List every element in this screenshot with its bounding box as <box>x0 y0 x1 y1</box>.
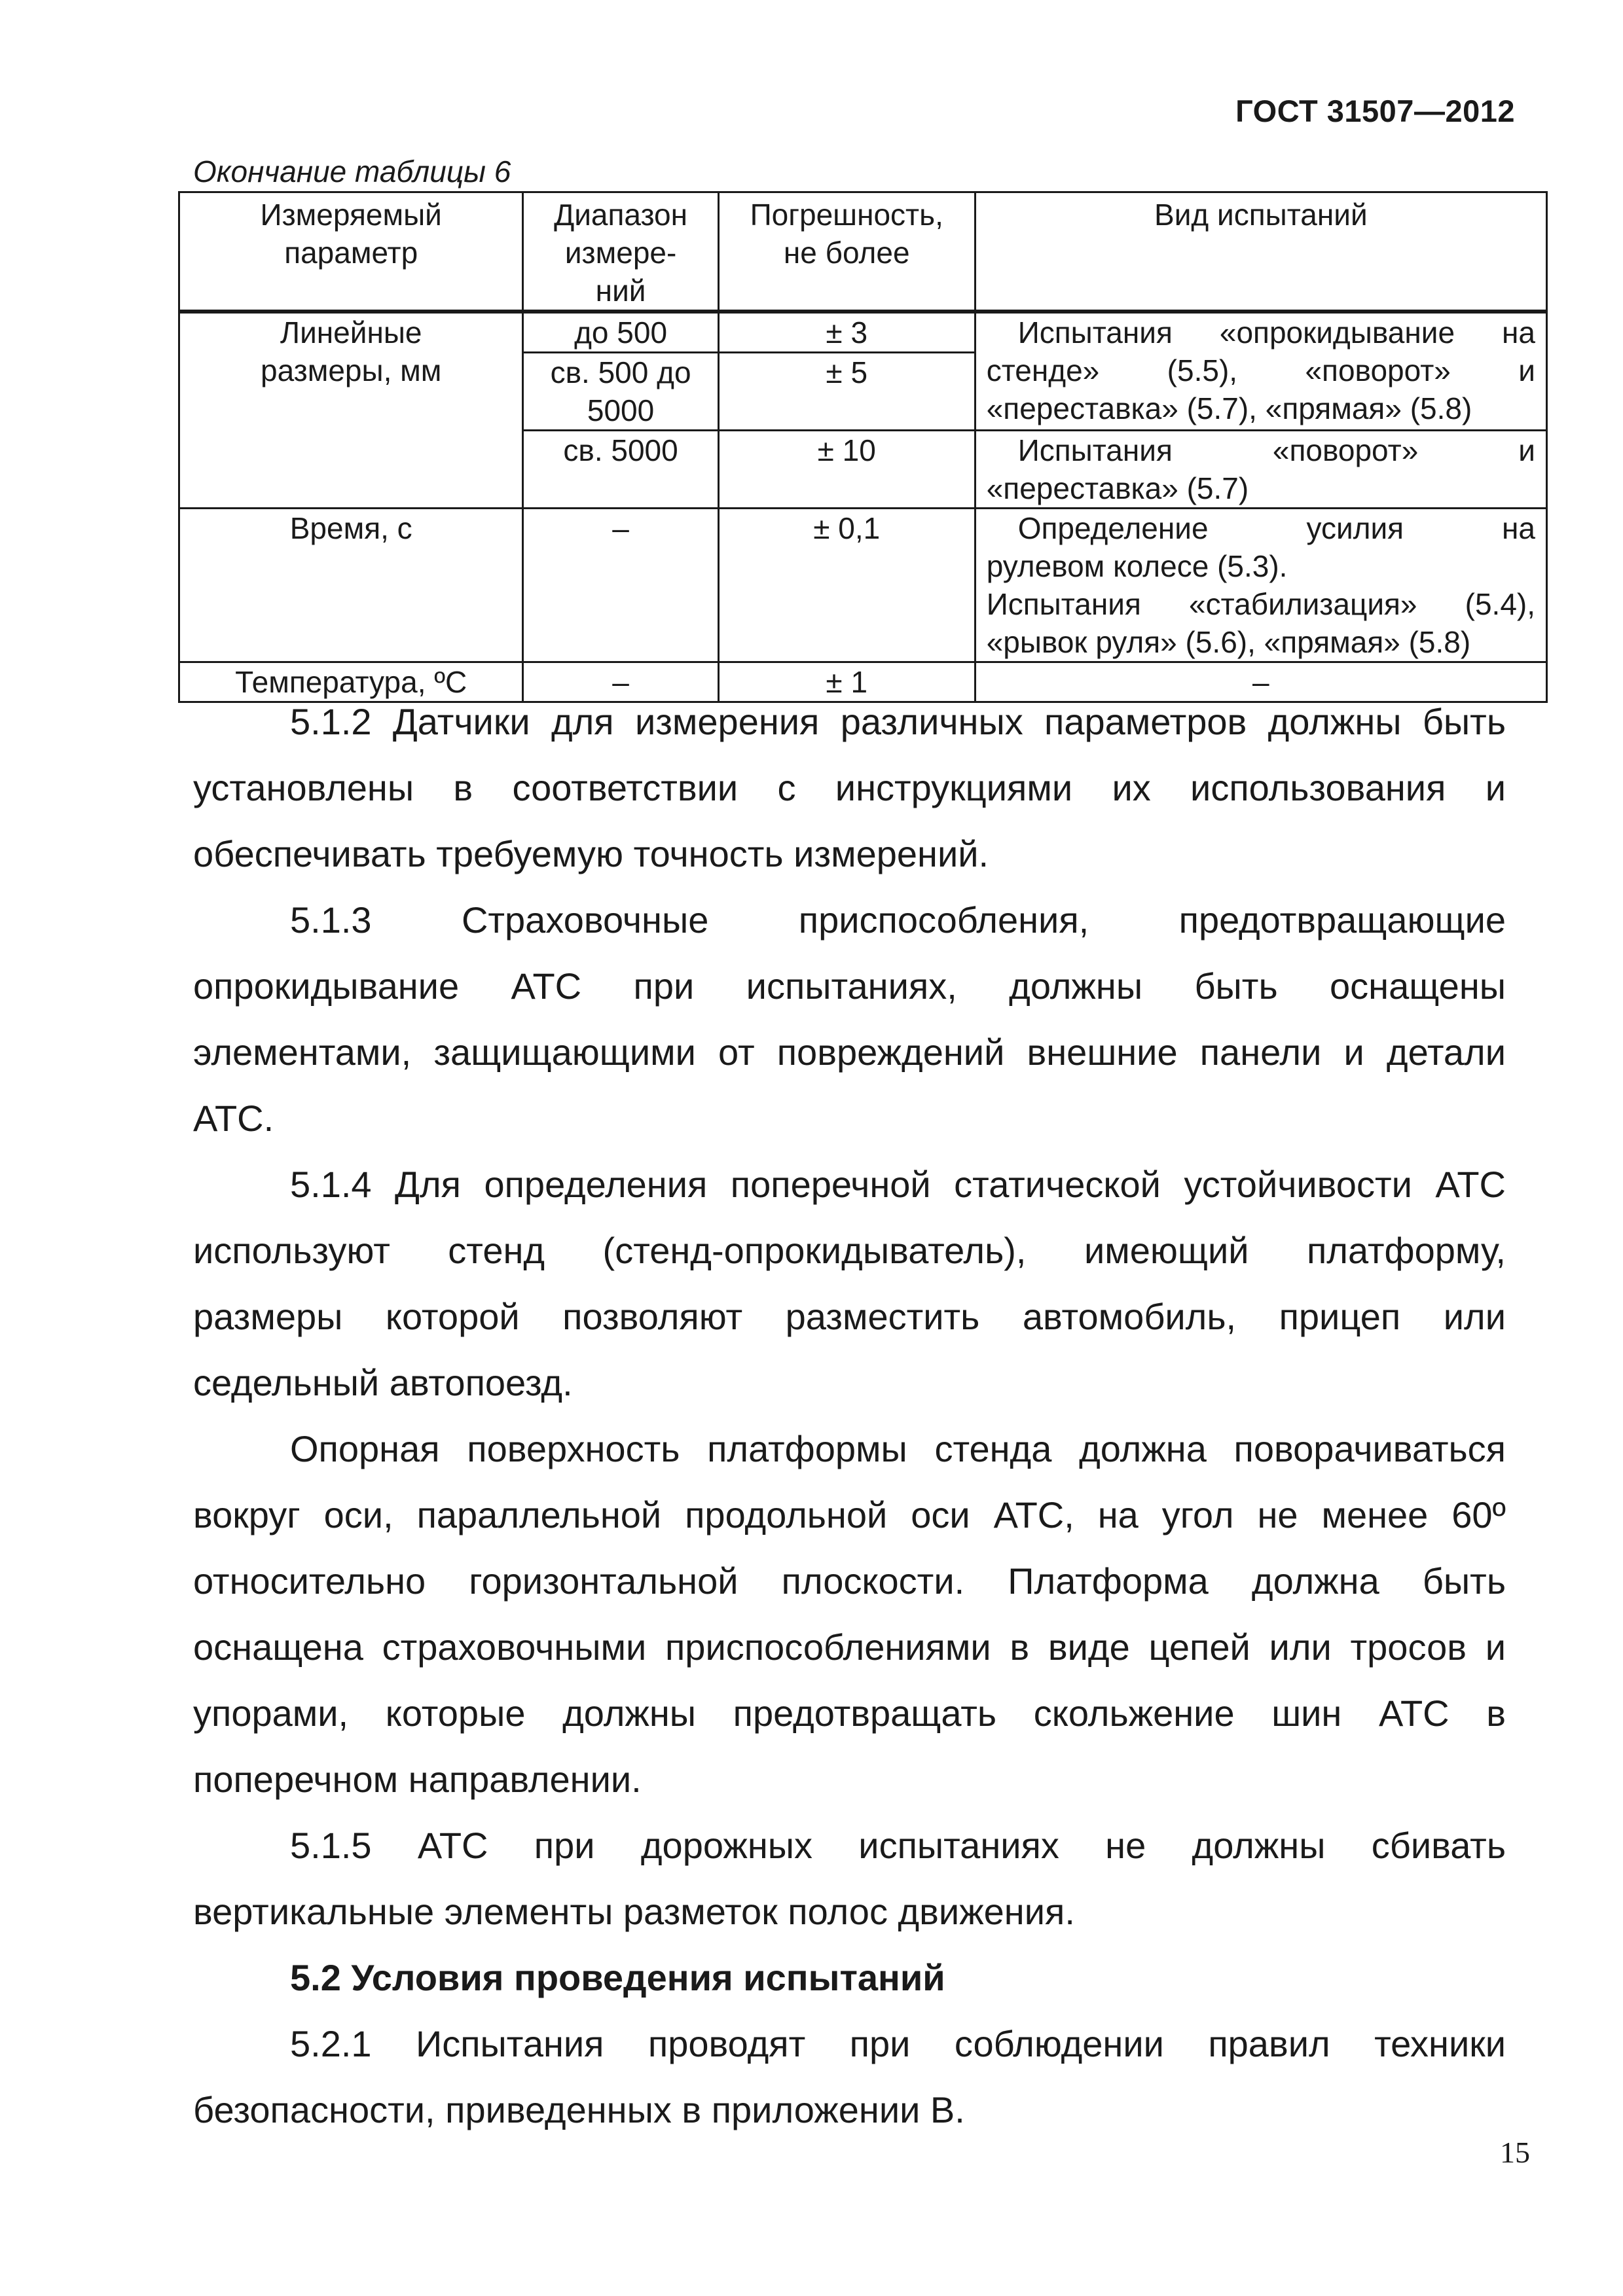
table-row <box>179 312 1547 353</box>
cell-error: ± 5 <box>718 353 975 431</box>
cell-temperature-param: Температура, ºС <box>179 662 523 702</box>
cell-error: ± 3 <box>718 312 975 353</box>
body-text <box>193 689 1506 2143</box>
cell-tests: Определение усилия на рулевом колесе (5.3). Испытания «стабилизация» (5.4), «рывок руля» (5.6), «прямая» (5.8) <box>975 509 1546 662</box>
table-header-row <box>179 192 1547 312</box>
cell-time-param: Время, с <box>179 509 523 662</box>
paragraph-5-1-4: 5.1.4 Для определения поперечной статической устойчивости АТС используют стенд (стенд-опрокидыватель), имеющий платформу, размеры которой позволяют разместить автомобиль, прицеп или седельный автопоезд. <box>193 1164 1506 1403</box>
paragraph-platform: Опорная поверхность платформы стенда должна поворачиваться вокруг оси, параллельной продольной оси АТС, на угол не менее 60º относительно горизонтальной плоскости. Платформа должна быть оснащена страховочными приспособлениями в виде цепей или тросов и упорами, которые должны предотвращать скольжение шин АТС в поперечном направлении. <box>193 1428 1506 1800</box>
cell-tests: – <box>975 662 1546 702</box>
table-row <box>179 509 1547 662</box>
cell-error: ± 1 <box>718 662 975 702</box>
cell-range: св. 500 до 5000 <box>523 353 718 431</box>
cell-range: – <box>523 509 718 662</box>
cell-error: ± 10 <box>718 431 975 509</box>
header-error: Погрешность, не более <box>718 192 975 312</box>
paragraph-5-1-3: 5.1.3 Страховочные приспособления, предотвращающие опрокидывание АТС при испытаниях, должны быть оснащены элементами, защищающими от повреждений внешние панели и детали АТС. <box>193 899 1506 1139</box>
table-caption: Окончание таблицы 6 <box>193 154 511 188</box>
cell-tests: Испытания «опрокидывание на стенде» (5.5), «поворот» и «переставка» (5.7), «прямая» (5.8) <box>975 312 1546 431</box>
cell-range: – <box>523 662 718 702</box>
paragraph-5-1-5: 5.1.5 АТС при дорожных испытаниях не должны сбивать вертикальные элементы разметок полос движения. <box>193 1825 1506 1932</box>
paragraph-5-1-2: 5.1.2 Датчики для измерения различных параметров должны быть установлены в соответствии с инструкциями их использования и обеспечивать требуемую точность измерений. <box>193 701 1506 874</box>
paragraph-5-2-1: 5.2.1 Испытания проводят при соблюдении правил техники безопасности, приведенных в приложении В. <box>193 2023 1506 2130</box>
cell-linear-param: Линейные размеры, мм <box>179 312 523 509</box>
measurement-table <box>178 191 1548 703</box>
header-range: Диапазон измере- ний <box>523 192 718 312</box>
cell-range: до 500 <box>523 312 718 353</box>
document-id-header: ГОСТ 31507—2012 <box>1235 94 1515 128</box>
header-test-type: Вид испытаний <box>975 192 1546 312</box>
cell-tests: Испытания «поворот» и «переставка» (5.7) <box>975 431 1546 509</box>
cell-range: св. 5000 <box>523 431 718 509</box>
header-parameter: Измеряемый параметр <box>179 192 523 312</box>
page-number: 15 <box>1500 2136 1530 2169</box>
cell-error: ± 0,1 <box>718 509 975 662</box>
section-heading-5-2: 5.2 Условия проведения испытаний <box>290 1957 945 1998</box>
